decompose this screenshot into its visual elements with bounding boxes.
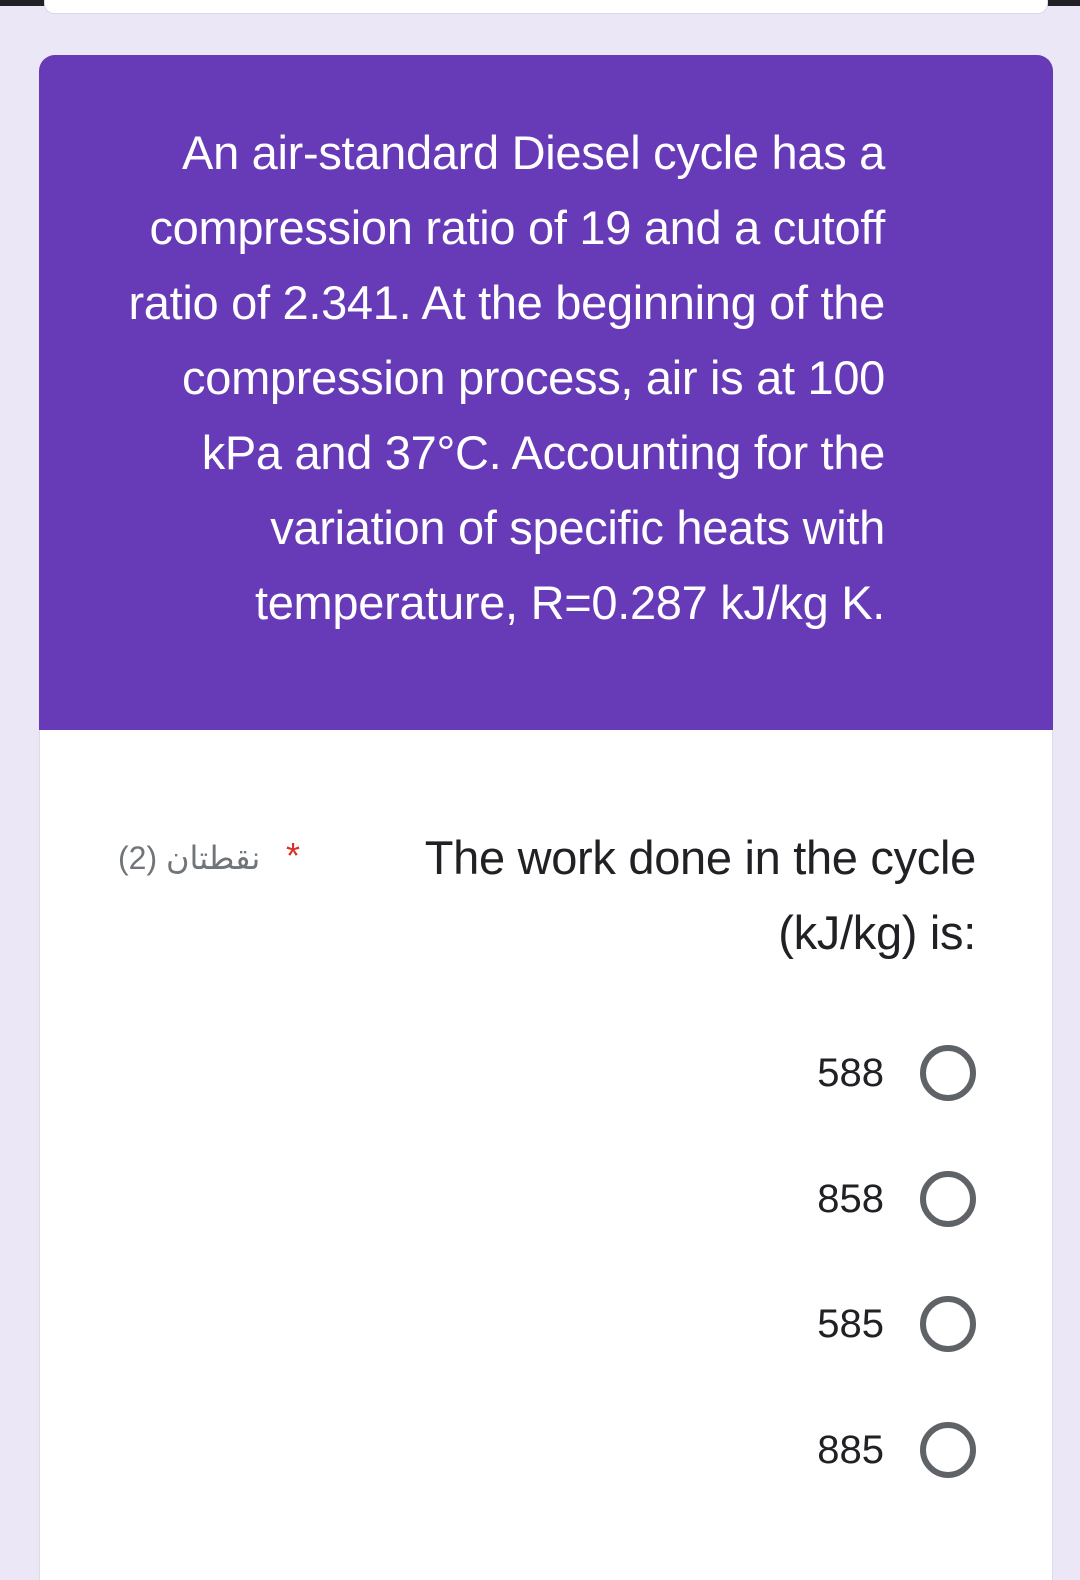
option-858[interactable] [817,1166,976,1232]
radio-unchecked-icon[interactable] [920,1045,976,1101]
option-label: 858 [817,1177,884,1221]
option-588[interactable] [817,1040,976,1106]
option-585[interactable] [817,1291,976,1357]
form-description-card [39,55,1053,730]
option-885[interactable] [817,1417,976,1483]
required-asterisk: * [286,835,301,876]
radio-unchecked-icon[interactable] [920,1296,976,1352]
radio-unchecked-icon[interactable] [920,1422,976,1478]
option-label: 588 [817,1051,884,1095]
form-description: An air-standard Diesel cycle has a compression ratio of 19 and a cutoff ratio of 2.341. At the beginning of the compression process, air is at 100 kPa and 37°C. Accounting for the variation of specific heats with temperature, R=0.287 kJ/kg K. [128,126,885,629]
question-points: نقطتان (2) [118,840,261,876]
radio-unchecked-icon[interactable] [920,1171,976,1227]
previous-card-edge [44,0,1048,14]
question-title: The work done in the cycle (kJ/kg) is: [424,831,976,959]
question-card [39,730,1053,1580]
option-label: 585 [817,1302,884,1346]
option-label: 885 [817,1428,884,1472]
